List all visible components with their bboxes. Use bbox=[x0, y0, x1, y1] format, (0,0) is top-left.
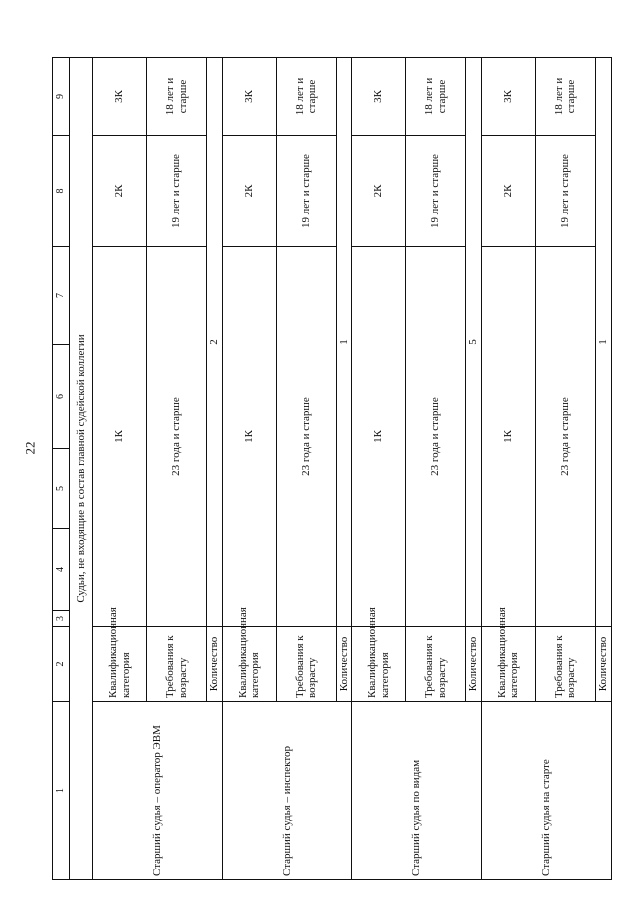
age-value: 19 лет и старше bbox=[147, 136, 207, 247]
count-value: 2 bbox=[207, 58, 223, 627]
category-row bbox=[481, 58, 535, 880]
page-number: 22 bbox=[22, 441, 38, 455]
row-label: Количество bbox=[466, 627, 482, 702]
column-header: 5 bbox=[53, 449, 70, 529]
row-label: Требования к возрасту bbox=[406, 627, 466, 702]
column-header: 4 bbox=[53, 529, 70, 611]
count-value: 5 bbox=[466, 58, 482, 627]
category-row bbox=[222, 58, 276, 880]
row-label: Квалификационная категория bbox=[222, 627, 276, 702]
row-label: Количество bbox=[336, 627, 352, 702]
category-value: 1К bbox=[352, 247, 406, 627]
age-value: 18 лет и старше bbox=[535, 58, 595, 136]
header-row bbox=[53, 58, 70, 880]
category-value: 2К bbox=[222, 136, 276, 247]
age-value: 18 лет и старше bbox=[276, 58, 336, 136]
role-cell: Старший судья – оператор ЭВМ bbox=[93, 702, 223, 880]
age-value: 19 лет и старше bbox=[276, 136, 336, 247]
row-label: Требования к возрасту bbox=[276, 627, 336, 702]
category-value: 2К bbox=[93, 136, 147, 247]
column-header: 1 bbox=[53, 702, 70, 880]
column-header: 9 bbox=[53, 58, 70, 136]
age-value: 18 лет и старше bbox=[147, 58, 207, 136]
category-value: 3К bbox=[222, 58, 276, 136]
row-label: Квалификационная категория bbox=[93, 627, 147, 702]
row-label: Квалификационная категория bbox=[481, 627, 535, 702]
category-row bbox=[93, 58, 147, 880]
age-value: 18 лет и старше bbox=[406, 58, 466, 136]
column-header: 3 bbox=[53, 611, 70, 627]
category-value: 1К bbox=[481, 247, 535, 627]
category-value: 3К bbox=[93, 58, 147, 136]
referees-table bbox=[52, 57, 612, 880]
rotated-table-wrapper bbox=[52, 58, 609, 880]
row-label: Требования к возрасту bbox=[147, 627, 207, 702]
category-row bbox=[352, 58, 406, 880]
role-cell: Старший судья по видам bbox=[352, 702, 482, 880]
section-row bbox=[70, 58, 93, 880]
count-value: 1 bbox=[336, 58, 352, 627]
role-cell: Старший судья – инспектор bbox=[222, 702, 352, 880]
row-label: Количество bbox=[207, 627, 223, 702]
age-value: 23 года и старше bbox=[535, 247, 595, 627]
row-label: Количество bbox=[595, 627, 611, 702]
section-title: Судьи, не входящие в состав главной судейской коллегии bbox=[70, 58, 93, 880]
category-value: 3К bbox=[481, 58, 535, 136]
age-value: 19 лет и старше bbox=[535, 136, 595, 247]
row-label: Требования к возрасту bbox=[535, 627, 595, 702]
category-value: 1К bbox=[93, 247, 147, 627]
age-value: 23 года и старше bbox=[406, 247, 466, 627]
role-cell: Старший судья на старте bbox=[481, 702, 611, 880]
row-label: Квалификационная категория bbox=[352, 627, 406, 702]
column-header: 8 bbox=[53, 136, 70, 247]
count-value: 1 bbox=[595, 58, 611, 627]
category-value: 3К bbox=[352, 58, 406, 136]
age-value: 23 года и старше bbox=[276, 247, 336, 627]
category-value: 2К bbox=[481, 136, 535, 247]
column-header: 2 bbox=[53, 627, 70, 702]
category-value: 1К bbox=[222, 247, 276, 627]
age-value: 23 года и старше bbox=[147, 247, 207, 627]
column-header: 6 bbox=[53, 345, 70, 449]
age-value: 19 лет и старше bbox=[406, 136, 466, 247]
column-header: 7 bbox=[53, 247, 70, 345]
category-value: 2К bbox=[352, 136, 406, 247]
